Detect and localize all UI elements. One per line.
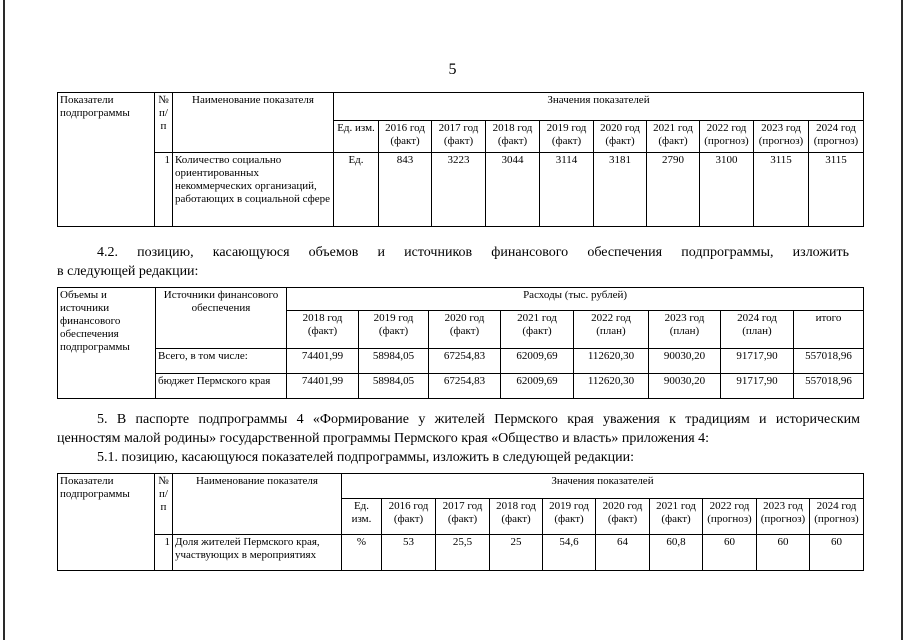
col-2020: 2020 год (факт) bbox=[596, 499, 650, 535]
row-value: 3115 bbox=[809, 153, 864, 227]
row-value: 25,5 bbox=[436, 535, 490, 571]
row-value: 60,8 bbox=[650, 535, 703, 571]
scan-border-left bbox=[3, 0, 5, 640]
paragraph-4-2-line2: в следующей редакции: bbox=[57, 264, 199, 279]
row-value: 64 bbox=[596, 535, 650, 571]
row-value: 843 bbox=[379, 153, 432, 227]
header-num: № п/п bbox=[155, 474, 173, 535]
col-2022: 2022 год (прогноз) bbox=[703, 499, 757, 535]
table-row bbox=[58, 349, 864, 374]
header-indicators: Показатели подпрограммы bbox=[58, 93, 155, 227]
header-name: Наименование показателя bbox=[173, 474, 342, 535]
row-value: 3100 bbox=[700, 153, 754, 227]
col-unit: Ед. изм. bbox=[342, 499, 382, 535]
col-2022: 2022 год (прогноз) bbox=[700, 121, 754, 153]
col-2024: 2024 год (план) bbox=[721, 311, 794, 349]
row-value: 112620,30 bbox=[574, 374, 649, 399]
header-indicators: Показатели подпрограммы bbox=[58, 474, 155, 571]
row-name: Доля жителей Пермского края, участвующих в мероприятиях bbox=[173, 535, 342, 571]
row-value: 91717,90 bbox=[721, 349, 794, 374]
row-value: Ед. bbox=[334, 153, 379, 227]
col-2021: 2021 год (факт) bbox=[647, 121, 700, 153]
header-expenses: Расходы (тыс. рублей) bbox=[287, 288, 864, 311]
paragraph-5-line1: 5. В паспорте подпрограммы 4 «Формирование у жителей Пермского края уважения к традициям и историческим bbox=[97, 412, 860, 427]
paragraph-4-2-line1: 4.2. позицию, касающуюся объемов и источников финансового обеспечения подпрограммы, изложить bbox=[97, 245, 849, 260]
row-value: 3181 bbox=[594, 153, 647, 227]
row-value: 25 bbox=[490, 535, 543, 571]
financing-table bbox=[57, 287, 864, 399]
row-value: 2790 bbox=[647, 153, 700, 227]
col-2024: 2024 год (прогноз) bbox=[809, 121, 864, 153]
row-value: 90030,20 bbox=[649, 349, 721, 374]
row-value: 58984,05 bbox=[359, 374, 429, 399]
row-value: 3044 bbox=[486, 153, 540, 227]
col-2016: 2016 год (факт) bbox=[379, 121, 432, 153]
col-2018: 2018 год (факт) bbox=[486, 121, 540, 153]
table-row bbox=[58, 153, 864, 227]
row-name: Количество социально ориентированных некоммерческих организаций, работающих в социальной сфере bbox=[173, 153, 334, 227]
col-total: итого bbox=[794, 311, 864, 349]
row-value: 60 bbox=[810, 535, 864, 571]
row-value: 60 bbox=[757, 535, 810, 571]
row-value: 91717,90 bbox=[721, 374, 794, 399]
col-2018: 2018 год (факт) bbox=[287, 311, 359, 349]
row-value: 90030,20 bbox=[649, 374, 721, 399]
row-value: 60 bbox=[703, 535, 757, 571]
row-value: 74401,99 bbox=[287, 349, 359, 374]
table-row bbox=[58, 535, 864, 571]
col-2021: 2021 год (факт) bbox=[501, 311, 574, 349]
row-value: 74401,99 bbox=[287, 374, 359, 399]
row-value: 53 bbox=[382, 535, 436, 571]
row-num: 1 bbox=[155, 535, 173, 571]
row-num: 1 bbox=[155, 153, 173, 227]
row-value: 3223 bbox=[432, 153, 486, 227]
col-2017: 2017 год (факт) bbox=[432, 121, 486, 153]
row-value: 54,6 bbox=[543, 535, 596, 571]
col-2020: 2020 год (факт) bbox=[594, 121, 647, 153]
page-number: 5 bbox=[448, 61, 457, 78]
row-label: бюджет Пермского края bbox=[156, 374, 287, 399]
row-value: 3115 bbox=[754, 153, 809, 227]
col-2022: 2022 год (план) bbox=[574, 311, 649, 349]
header-values: Значения показателей bbox=[334, 93, 864, 121]
row-value: % bbox=[342, 535, 382, 571]
header-name: Наименование показателя bbox=[173, 93, 334, 153]
paragraph-5-1: 5.1. позицию, касающуюся показателей подпрограммы, изложить в следующей редакции: bbox=[97, 450, 634, 465]
header-values: Значения показателей bbox=[342, 474, 864, 499]
row-value: 62009,69 bbox=[501, 374, 574, 399]
scan-border-right bbox=[901, 0, 903, 640]
col-2019: 2019 год (факт) bbox=[540, 121, 594, 153]
col-2023: 2023 год (прогноз) bbox=[754, 121, 809, 153]
header-sources: Источники финансового обеспечения bbox=[156, 288, 287, 349]
row-value: 3114 bbox=[540, 153, 594, 227]
col-2017: 2017 год (факт) bbox=[436, 499, 490, 535]
col-2024: 2024 год (прогноз) bbox=[810, 499, 864, 535]
table-row bbox=[58, 374, 864, 399]
row-value: 557018,96 bbox=[794, 374, 864, 399]
row-value: 67254,83 bbox=[429, 349, 501, 374]
col-unit: Ед. изм. bbox=[334, 121, 379, 153]
col-2020: 2020 год (факт) bbox=[429, 311, 501, 349]
col-2018: 2018 год (факт) bbox=[490, 499, 543, 535]
indicators-table-2 bbox=[57, 473, 864, 571]
paragraph-5-line2: ценностям малой родины» государственной программы Пермского края «Общество и власть» приложения 4: bbox=[57, 431, 710, 446]
header-num: № п/п bbox=[155, 93, 173, 153]
indicators-table-1 bbox=[57, 92, 864, 227]
col-2021: 2021 год (факт) bbox=[650, 499, 703, 535]
row-label: Всего, в том числе: bbox=[156, 349, 287, 374]
col-2016: 2016 год (факт) bbox=[382, 499, 436, 535]
col-2019: 2019 год (факт) bbox=[359, 311, 429, 349]
row-value: 557018,96 bbox=[794, 349, 864, 374]
row-value: 67254,83 bbox=[429, 374, 501, 399]
col-2023: 2023 год (прогноз) bbox=[757, 499, 810, 535]
row-value: 58984,05 bbox=[359, 349, 429, 374]
row-value: 62009,69 bbox=[501, 349, 574, 374]
col-2023: 2023 год (план) bbox=[649, 311, 721, 349]
row-value: 112620,30 bbox=[574, 349, 649, 374]
col-2019: 2019 год (факт) bbox=[543, 499, 596, 535]
header-volumes: Объемы и источники финансового обеспечения подпрограммы bbox=[58, 288, 156, 399]
